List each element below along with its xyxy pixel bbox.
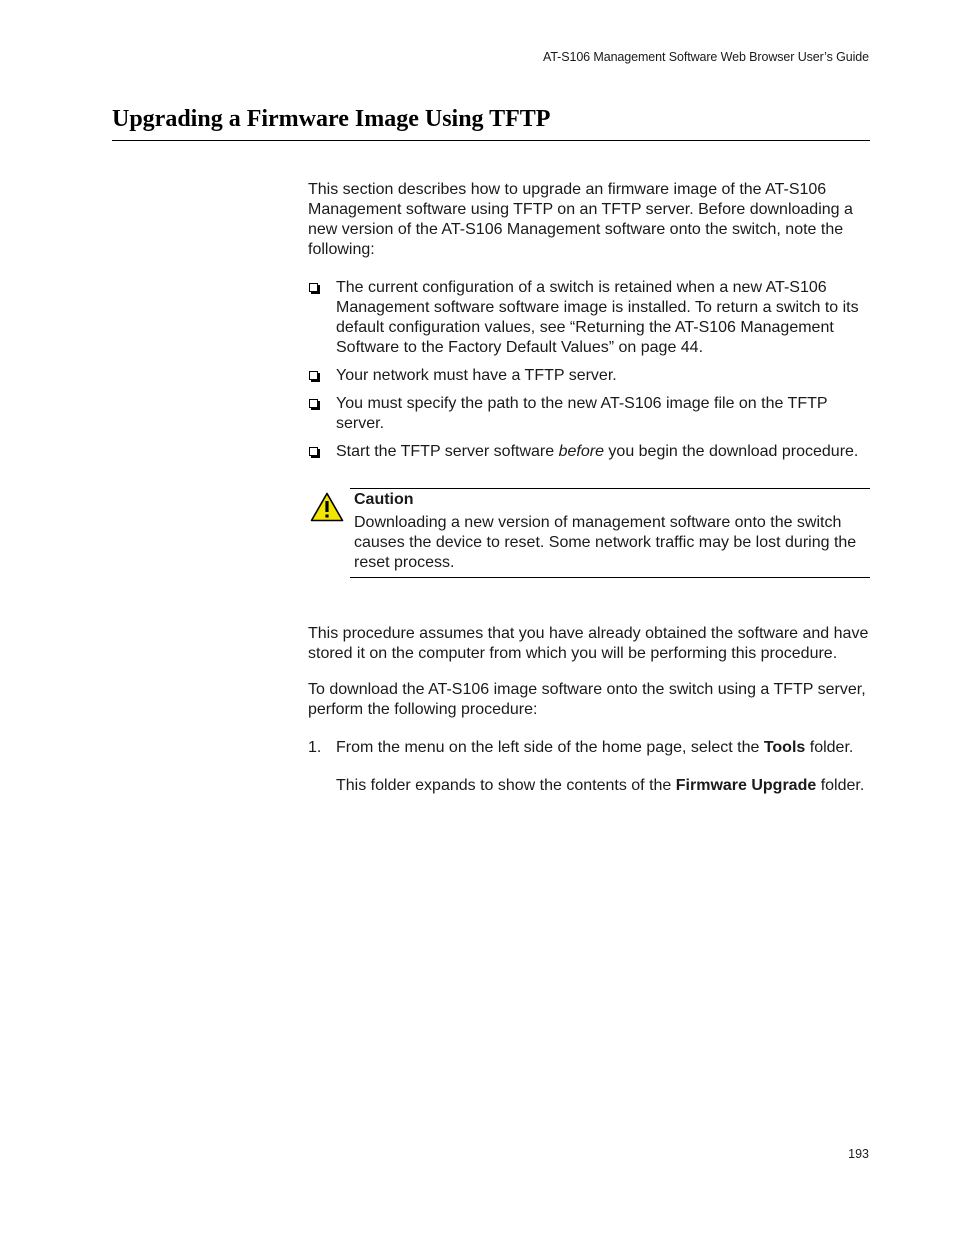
list-item xyxy=(308,442,870,462)
prerequisite-list xyxy=(308,278,870,462)
caution-body xyxy=(354,488,870,573)
list-item-text: The current configuration of a switch is retained when a new AT-S106 Management software software image is installed. To return a switch to its default configuration values, see “Returning the AT-S106 Management Software to the Factory Default Values” on page 44. xyxy=(336,279,859,356)
box-bullet-icon xyxy=(309,399,318,408)
intro-paragraph: This section describes how to upgrade an firmware image of the AT-S106 Management software using TFTP on an TFTP server. Before downloading a new version of the AT-S106 Management software onto the switch, note the following: xyxy=(308,181,853,258)
list-item-emphasis: before xyxy=(558,443,604,460)
box-bullet-icon xyxy=(309,447,318,456)
running-header: AT-S106 Management Software Web Browser User’s Guide xyxy=(543,50,869,64)
box-bullet-icon xyxy=(309,371,318,380)
step-note-before: This folder expands to show the contents of the xyxy=(336,777,676,794)
list-item-text-before: Start the TFTP server software xyxy=(336,443,559,460)
step-text-after: folder. xyxy=(805,739,854,756)
main-content xyxy=(308,180,870,796)
list-item-text-after: you begin the download procedure. xyxy=(603,443,859,460)
step-note xyxy=(308,776,870,796)
box-bullet-icon xyxy=(309,283,318,292)
step-number: 1. xyxy=(308,739,322,756)
procedure-intro-paragraph: To download the AT-S106 image software onto the switch using a TFTP server, perform the following procedure: xyxy=(308,681,866,718)
list-item xyxy=(308,394,870,434)
list-item xyxy=(308,366,870,386)
list-item xyxy=(308,278,870,358)
step-text xyxy=(336,738,870,758)
assumption-paragraph: This procedure assumes that you have already obtained the software and have stored it on the computer from which you will be performing this procedure. xyxy=(308,625,869,662)
step-note-bold-term: Firmware Upgrade xyxy=(675,777,817,794)
caution-heading: Caution xyxy=(354,491,414,508)
step-bold-term: Tools xyxy=(763,739,806,756)
section-title: Upgrading a Firmware Image Using TFTP xyxy=(112,106,551,132)
step-note-after: folder. xyxy=(816,777,865,794)
caution-rule-bottom xyxy=(350,577,870,578)
list-item-text: Your network must have a TFTP server. xyxy=(336,367,617,384)
caution-text: Downloading a new version of management software onto the switch causes the device to reset. Some network traffic may be lost during the reset process. xyxy=(354,514,857,571)
list-item-text: You must specify the path to the new AT-S106 image file on the TFTP server. xyxy=(336,395,828,432)
title-rule xyxy=(112,140,870,141)
page-number: 193 xyxy=(848,1147,869,1161)
step-text-before: From the menu on the left side of the home page, select the xyxy=(336,739,764,756)
procedure-step xyxy=(308,738,870,758)
warning-triangle-icon xyxy=(310,492,344,522)
caution-box xyxy=(308,486,870,578)
